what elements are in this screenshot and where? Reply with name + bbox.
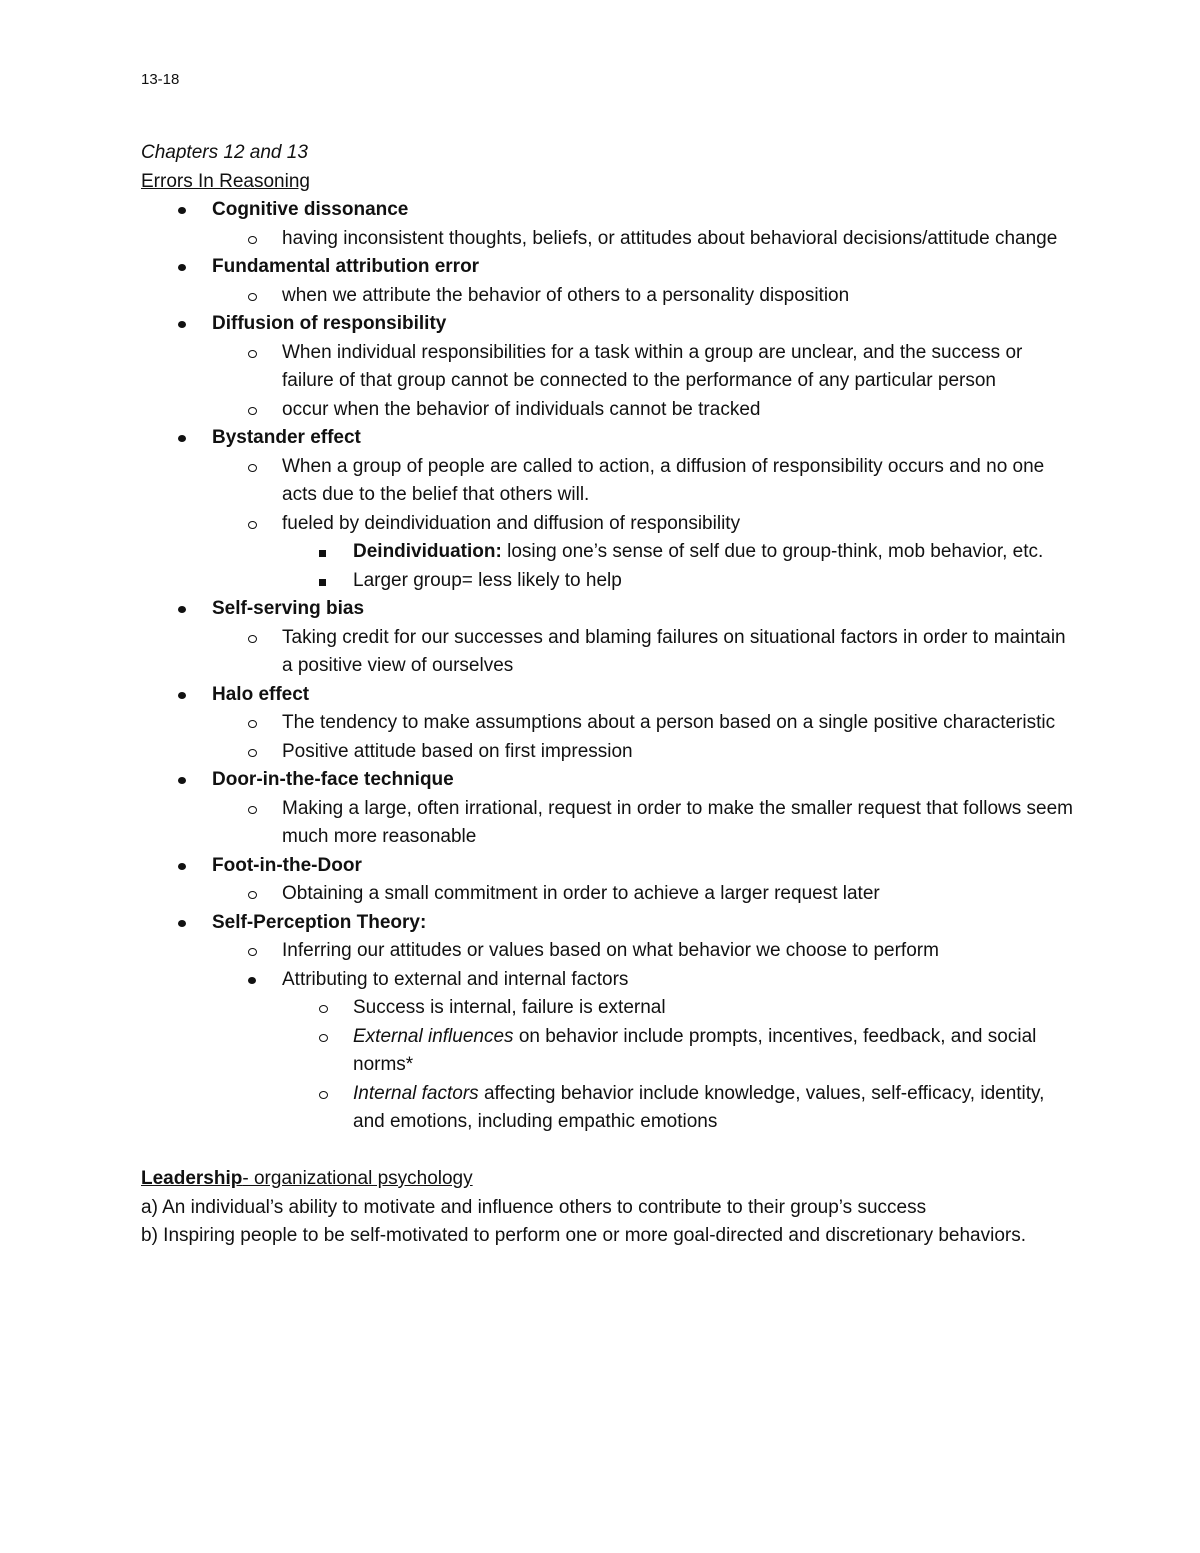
detail-text: Inferring our attitudes or values based on what behavior we choose to perform	[282, 940, 939, 961]
list-item	[141, 196, 1076, 225]
chapter-title: Chapters 12 and 13	[141, 142, 308, 163]
detail-text: Obtaining a small commitment in order to achieve a larger request later	[282, 883, 880, 904]
bullet-square-icon	[315, 567, 335, 596]
detail-item	[141, 966, 1076, 995]
list-item-details	[141, 339, 1076, 425]
list-item-details	[141, 453, 1076, 596]
sub-detail-text: Success is internal, failure is external	[353, 997, 666, 1018]
bullet-disc-icon	[174, 424, 194, 453]
list-item	[141, 253, 1076, 282]
sub-detail-item	[141, 994, 1076, 1023]
list-item-details	[141, 624, 1076, 681]
leadership-heading	[141, 1165, 1076, 1194]
list-item-details	[141, 880, 1076, 909]
detail-item	[141, 738, 1076, 767]
bullet-circle-icon	[244, 396, 264, 425]
bullet-circle-icon	[244, 282, 264, 311]
detail-item	[141, 396, 1076, 425]
bullet-disc-icon	[174, 909, 194, 938]
list-item	[141, 424, 1076, 453]
detail-text: Attributing to external and internal factors	[282, 968, 629, 990]
bullet-circle-icon	[244, 738, 264, 767]
bullet-circle-icon	[244, 339, 264, 368]
detail-item	[141, 709, 1076, 738]
detail-text: fueled by deindividuation and diffusion of responsibility	[282, 512, 741, 534]
bullet-circle-icon	[315, 1023, 335, 1052]
detail-text: When individual responsibilities for a task within a group are unclear, and the success or failure of that group cannot be connected to the performance of any particular person	[282, 341, 1023, 391]
sub-detail-emphasis: External influences	[353, 1025, 514, 1047]
term: Cognitive dissonance	[212, 199, 409, 220]
bullet-circle-icon	[244, 510, 264, 539]
term: Foot-in-the-Door	[212, 854, 362, 876]
term: Self-serving bias	[212, 598, 365, 619]
detail-item	[141, 795, 1076, 852]
term: Diffusion of responsibility	[212, 313, 447, 334]
leadership-line: b) Inspiring people to be self-motivated to perform one or more goal-directed and discretionary behaviors.	[141, 1225, 1027, 1246]
detail-item	[141, 624, 1076, 681]
bullet-circle-icon	[244, 795, 264, 824]
detail-text: Making a large, often irrational, request in order to make the smaller request that follows seem much more reasonable	[282, 797, 1073, 847]
sub-detail-item	[141, 1080, 1076, 1137]
list-item	[141, 310, 1076, 339]
leadership-title: Leadership	[141, 1168, 243, 1189]
leadership-subtitle: - organizational psychology	[242, 1168, 473, 1189]
term: Halo effect	[212, 683, 310, 705]
list-item	[141, 595, 1076, 624]
bullet-disc-icon	[174, 253, 194, 282]
term: Self-Perception Theory:	[212, 911, 427, 933]
detail-text: occur when the behavior of individuals cannot be tracked	[282, 398, 761, 420]
detail-item	[141, 225, 1076, 254]
bullet-disc-icon	[174, 310, 194, 339]
bullet-circle-icon	[244, 880, 264, 909]
detail-item	[141, 937, 1076, 966]
errors-list	[141, 196, 1076, 1137]
sub-detail-item	[141, 567, 1076, 596]
bullet-disc-icon	[174, 681, 194, 710]
bullet-circle-icon	[244, 225, 264, 254]
term: Bystander effect	[212, 427, 361, 448]
list-item-details	[141, 795, 1076, 852]
sub-detail-text: on behavior include prompts, incentives, feedback, and social norms*	[353, 1025, 1037, 1075]
detail-text: when we attribute the behavior of others to a personality disposition	[282, 284, 850, 306]
bullet-circle-icon	[315, 1080, 335, 1109]
list-item	[141, 909, 1076, 938]
leadership-line: a) An individual’s ability to motivate and influence others to contribute to their group’s success	[141, 1196, 927, 1218]
detail-text: Positive attitude based on first impression	[282, 740, 633, 762]
bullet-circle-icon	[244, 453, 264, 482]
spacer	[141, 1137, 1076, 1166]
sub-detail-term: Deindividuation:	[353, 541, 502, 562]
list-item-details	[141, 282, 1076, 311]
bullet-circle-icon	[244, 624, 264, 653]
bullet-circle-icon	[315, 994, 335, 1023]
bullet-disc-icon	[244, 966, 264, 995]
detail-item	[141, 453, 1076, 510]
detail-text: The tendency to make assumptions about a person based on a single positive characteristic	[282, 712, 1056, 733]
list-item-details	[141, 709, 1076, 766]
detail-item	[141, 282, 1076, 311]
bullet-disc-icon	[174, 196, 194, 225]
detail-text: Taking credit for our successes and blaming failures on situational factors in order to maintain a positive view of ourselves	[282, 626, 1066, 676]
detail-item	[141, 880, 1076, 909]
list-item	[141, 852, 1076, 881]
bullet-disc-icon	[174, 595, 194, 624]
list-item	[141, 681, 1076, 710]
page-number: 13-18	[141, 71, 180, 88]
list-item-details	[141, 225, 1076, 254]
sub-detail-text: Larger group= less likely to help	[353, 569, 622, 591]
sub-detail-item	[141, 538, 1076, 567]
term: Door-in-the-face technique	[212, 769, 454, 790]
detail-text: When a group of people are called to action, a diffusion of responsibility occurs and no one acts due to the belief that others will.	[282, 455, 1045, 505]
notes-content	[141, 139, 1076, 1251]
bullet-circle-icon	[244, 709, 264, 738]
section-heading: Errors In Reasoning	[141, 170, 310, 192]
term: Fundamental attribution error	[212, 256, 480, 277]
list-item-details	[141, 937, 1076, 1137]
detail-item	[141, 510, 1076, 539]
sub-detail-item	[141, 1023, 1076, 1080]
detail-item	[141, 339, 1076, 396]
bullet-disc-icon	[174, 766, 194, 795]
list-item	[141, 766, 1076, 795]
sub-detail-emphasis: Internal factors	[353, 1082, 479, 1104]
bullet-disc-icon	[174, 852, 194, 881]
bullet-square-icon	[315, 538, 335, 567]
sub-detail-text: losing one’s sense of self due to group-think, mob behavior, etc.	[501, 541, 1044, 562]
bullet-circle-icon	[244, 937, 264, 966]
sub-detail-text: affecting behavior include knowledge, values, self-efficacy, identity, and emotions, including empathic emotions	[353, 1082, 1045, 1132]
detail-text: having inconsistent thoughts, beliefs, or attitudes about behavioral decisions/attitude change	[282, 227, 1058, 249]
